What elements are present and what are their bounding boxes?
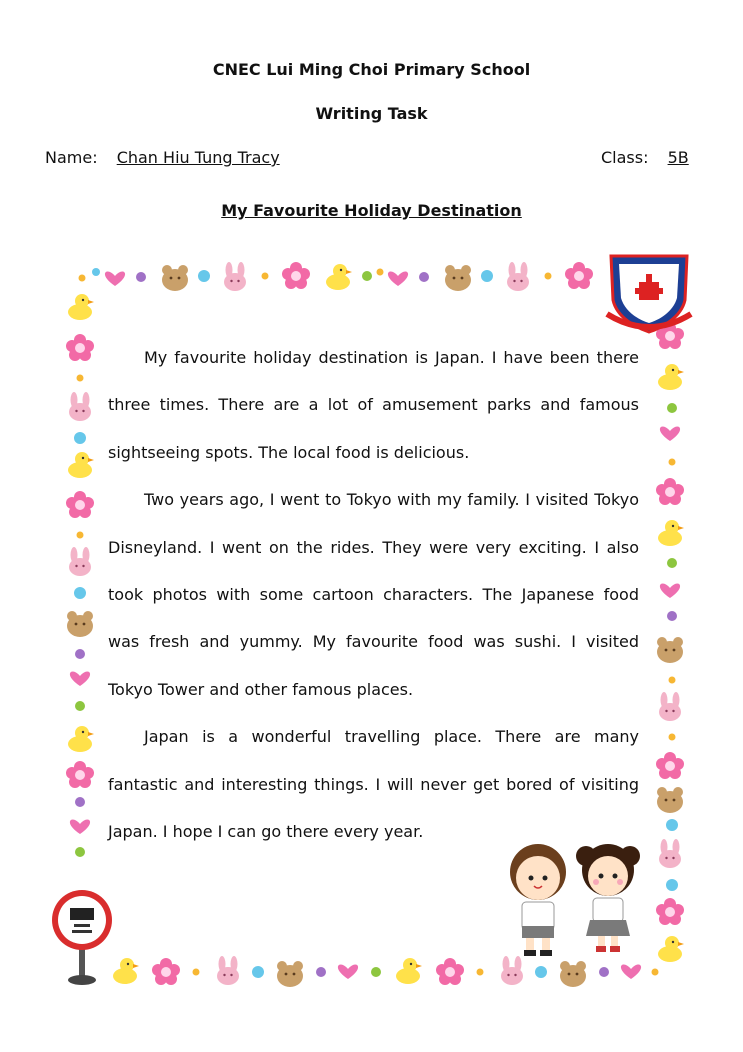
- task-title: Writing Task: [315, 104, 428, 123]
- bottom-border-row: [113, 956, 659, 987]
- school-name: CNEC Lui Ming Choi Primary School: [212, 60, 531, 79]
- class-value: 5B: [667, 148, 689, 167]
- essay-body: [108, 334, 639, 855]
- essay-paragraph: My favourite holiday destination is Japan. I have been there three times. There are a lot of amusement parks and famous sightseeing spots. The local food is delicious.: [108, 348, 639, 462]
- class-label: Class:: [601, 148, 649, 167]
- school-crest: [607, 256, 691, 332]
- name-row: [45, 148, 288, 167]
- name-label: Name:: [45, 148, 98, 167]
- top-border-row: [79, 262, 594, 291]
- essay-paragraph: Japan is a wonderful travelling place. There are many fantastic and interesting things. I will never get bored of visiting Japan. I hope I can go there every year.: [108, 727, 639, 842]
- right-border-column: [656, 322, 684, 962]
- essay-paragraph: Two years ago, I went to Tokyo with my family. I visited Tokyo Disneyland. I went on the rides. They were very exciting. I also took photos with some cartoon characters. The Japanese food was fresh and yummy. My favourite food was sushi. I visited Tokyo Tower and other famous places.: [108, 490, 639, 699]
- class-row: [601, 148, 697, 167]
- bus-stop-sign: [52, 890, 112, 985]
- kids-illustration: [510, 844, 640, 956]
- left-border-column: [66, 294, 94, 857]
- name-value: Chan Hiu Tung Tracy: [116, 148, 280, 167]
- essay-topic: My Favourite Holiday Destination: [221, 201, 522, 220]
